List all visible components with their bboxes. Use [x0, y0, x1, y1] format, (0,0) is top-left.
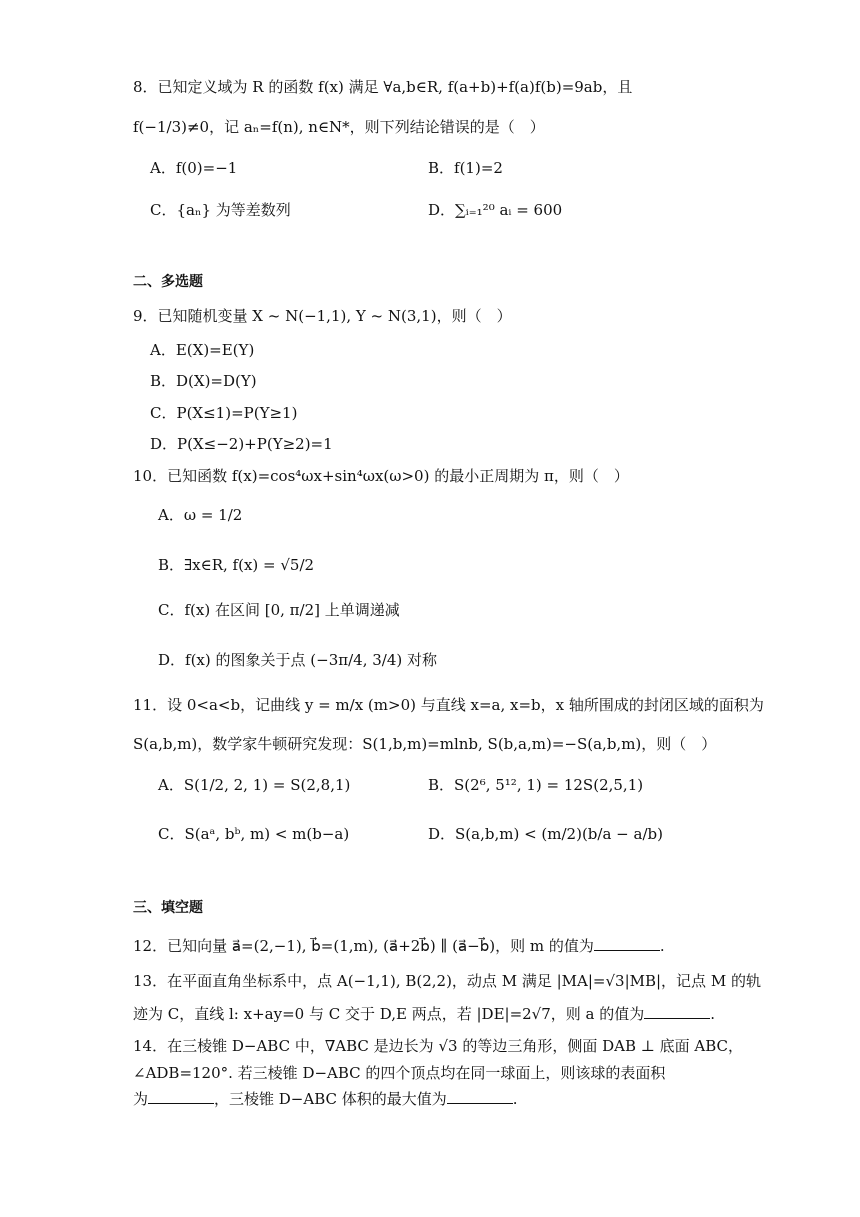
q11-option-c: C．S(aᵃ, bᵇ, m) < m(b−a): [158, 825, 350, 843]
q9-option-a: A．E(X)=E(Y): [150, 341, 255, 359]
section-heading-fill-in: 三、填空题: [133, 900, 203, 916]
q10-option-b: B．∃x∈R, f(x) = √5/2: [158, 556, 315, 574]
q11-stem-line2: S(a,b,m)，数学家牛顿研究发现：S(1,b,m)=mlnb, S(b,a,m)=−S(a,b,m)，则（ ）: [133, 735, 717, 753]
q8-option-b: B．f(1)=2: [428, 159, 503, 177]
q10-option-c: C．f(x) 在区间 [0, π/2] 上单调递减: [158, 601, 400, 619]
q14-end: .: [512, 1090, 518, 1108]
q11-option-b: B．S(2⁶, 5¹², 1) = 12S(2,5,1): [428, 776, 644, 794]
q10-option-d: D．f(x) 的图象关于点 (−3π/4, 3/4) 对称: [158, 651, 437, 669]
q14-stem-line1: 14．在三棱锥 D−ABC 中，∇ABC 是边长为 √3 的等边三角形，侧面 DAB ⊥ 底面 ABC，: [133, 1037, 743, 1055]
q12-text: 12．已知向量 a⃗=(2,−1), b⃗=(1,m), (a⃗+2b⃗) ∥ (a⃗−b⃗)，则 m 的值为: [133, 937, 594, 955]
q12-end: .: [659, 937, 665, 955]
q8-option-d: D．∑ᵢ₌₁²⁰ aᵢ = 600: [428, 201, 563, 219]
q11-option-a: A．S(1/2, 2, 1) = S(2,8,1): [158, 776, 351, 794]
q9-option-c: C．P(X≤1)=P(Y≥1): [150, 404, 298, 422]
q14-answer-blank-1[interactable]: [148, 1089, 214, 1104]
q8-option-a: A．f(0)=−1: [150, 159, 238, 177]
q8-stem-line1: 8．已知定义域为 R 的函数 f(x) 满足 ∀a,b∈R, f(a+b)+f(a)f(b)=9ab，且: [133, 78, 633, 96]
section-heading-multiple-choice: 二、多选题: [133, 274, 203, 290]
q12-answer-blank[interactable]: [594, 936, 660, 951]
q9-option-d: D．P(X≤−2)+P(Y≥2)=1: [150, 435, 333, 453]
q11-stem-line1: 11．设 0<a<b，记曲线 y = m/x (m>0) 与直线 x=a, x=b，x 轴所围成的封闭区域的面积为: [133, 696, 764, 714]
q13-text: 迹为 C，直线 l: x+ay=0 与 C 交于 D,E 两点，若 |DE|=2√7，则 a 的值为: [133, 1005, 645, 1023]
q10-stem: 10．已知函数 f(x)=cos⁴ωx+sin⁴ωx(ω>0) 的最小正周期为 π，则（ ）: [133, 467, 629, 485]
q9-stem: 9．已知随机变量 X ~ N(−1,1), Y ~ N(3,1)，则（ ）: [133, 307, 512, 325]
q8-option-c: C．{aₙ} 为等差数列: [150, 201, 291, 219]
q14-text-b: ，三棱锥 D−ABC 体积的最大值为: [214, 1090, 447, 1108]
q13-stem-line2: [133, 1004, 715, 1024]
q12-stem: [133, 936, 665, 956]
q11-option-d: D．S(a,b,m) < (m/2)(b/a − a/b): [428, 825, 663, 843]
q13-answer-blank[interactable]: [644, 1004, 710, 1019]
q14-stem-line3: [133, 1089, 518, 1109]
q14-answer-blank-2[interactable]: [447, 1089, 513, 1104]
q8-stem-line2: f(−1/3)≠0，记 aₙ=f(n), n∈N*，则下列结论错误的是（ ）: [133, 118, 545, 136]
q14-stem-line2: ∠ADB=120°. 若三棱锥 D−ABC 的四个顶点均在同一球面上，则该球的表面积: [133, 1064, 666, 1082]
q9-option-b: B．D(X)=D(Y): [150, 372, 257, 390]
q13-end: .: [710, 1005, 716, 1023]
q13-stem-line1: 13．在平面直角坐标系中，点 A(−1,1), B(2,2)，动点 M 满足 |MA|=√3|MB|，记点 M 的轨: [133, 972, 761, 990]
q10-option-a: A．ω = 1/2: [158, 506, 243, 524]
q14-text-a: 为: [133, 1090, 149, 1108]
